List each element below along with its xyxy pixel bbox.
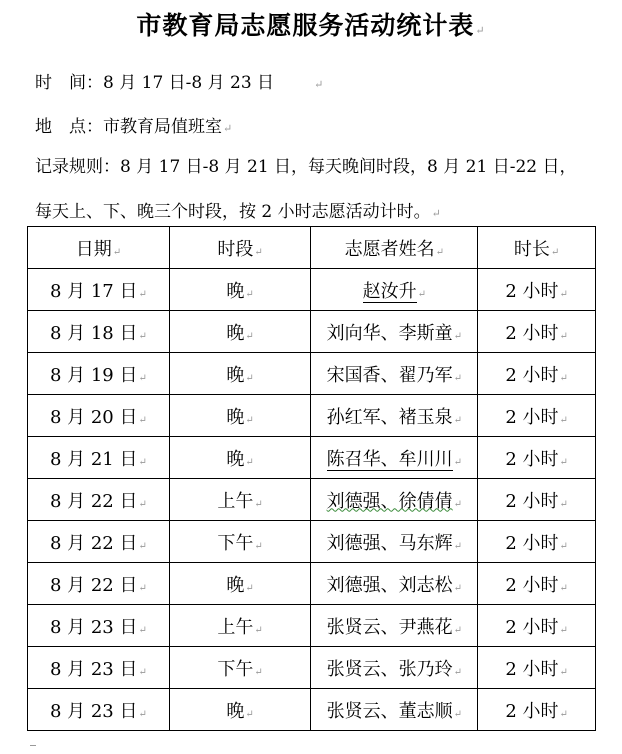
- cell-duration-text: 2 小时: [505, 700, 559, 722]
- header-date: 日期↵: [28, 227, 170, 269]
- cell-mark-icon: ↵: [453, 708, 462, 720]
- cell-duration: [478, 479, 596, 521]
- cell-mark-icon: ↵: [559, 624, 568, 636]
- paragraph-mark-icon: ↵: [314, 78, 324, 91]
- cell-duration-text: 2 小时: [505, 280, 559, 302]
- cell-date-text: 8 月 20 日: [49, 406, 138, 428]
- cell-mark-icon: ↵: [245, 330, 254, 342]
- cell-mark-icon: ↵: [112, 246, 122, 258]
- cell-period-text: 晚: [226, 700, 245, 722]
- cell-mark-icon: ↵: [245, 414, 254, 426]
- cell-mark-icon: ↵: [138, 330, 147, 342]
- cell-names: [311, 437, 478, 479]
- place-label: 地 点：: [35, 117, 103, 137]
- cell-duration: [478, 689, 596, 731]
- cell-mark-icon: ↵: [138, 666, 147, 678]
- cell-names-text: 陈召华、牟川川: [326, 448, 453, 470]
- table-row: [28, 353, 596, 395]
- cell-names-text: 刘德强、刘志松: [326, 574, 453, 596]
- cell-duration-text: 2 小时: [505, 616, 559, 638]
- cell-mark-icon: ↵: [559, 414, 568, 426]
- cell-names: [311, 689, 478, 731]
- cell-names-text: 张贤云、尹燕花: [326, 616, 453, 638]
- cell-mark-icon: ↵: [559, 372, 568, 384]
- cell-date: [28, 689, 170, 731]
- cell-duration-text: 2 小时: [505, 322, 559, 344]
- cell-period: [169, 689, 311, 731]
- cell-names-text: 宋国香、翟乃军: [326, 364, 453, 386]
- cell-date: [28, 269, 170, 311]
- cell-names: [311, 647, 478, 689]
- cell-duration: [478, 605, 596, 647]
- cell-period: [169, 605, 311, 647]
- cell-period-text: 下午: [217, 532, 254, 554]
- cell-period-text: 下午: [217, 658, 254, 680]
- place-line: [35, 112, 232, 137]
- title-text: 市教育局志愿服务活动统计表: [136, 11, 475, 40]
- cell-period-text: 上午: [217, 616, 254, 638]
- header-names: 志愿者姓名↵: [311, 227, 478, 269]
- cell-mark-icon: ↵: [254, 246, 263, 258]
- cell-mark-icon: ↵: [453, 498, 462, 510]
- table-row: [28, 605, 596, 647]
- page-title: [0, 6, 622, 42]
- cell-mark-icon: ↵: [453, 582, 462, 594]
- cell-mark-icon: ↵: [453, 372, 462, 384]
- table-row: [28, 479, 596, 521]
- cell-duration: [478, 311, 596, 353]
- cell-mark-icon: ↵: [559, 708, 568, 720]
- cell-period: [169, 311, 311, 353]
- cell-duration-text: 2 小时: [505, 532, 559, 554]
- cell-date: [28, 479, 170, 521]
- cell-duration: [478, 563, 596, 605]
- cell-duration: [478, 269, 596, 311]
- cell-mark-icon: ↵: [254, 498, 263, 510]
- cell-period-text: 晚: [226, 406, 245, 428]
- cell-date: [28, 521, 170, 563]
- table-header-row: [28, 227, 596, 269]
- cell-period-text: 上午: [217, 490, 254, 512]
- cell-date-text: 8 月 22 日: [49, 490, 138, 512]
- time-value: 8 月 17 日-8 月 23 日: [103, 73, 275, 93]
- cell-mark-icon: ↵: [138, 582, 147, 594]
- cell-period-text: 晚: [226, 364, 245, 386]
- cell-period: [169, 521, 311, 563]
- table-body: [28, 269, 596, 731]
- cell-date: [28, 605, 170, 647]
- place-value: 市教育局值班室: [103, 117, 222, 137]
- cell-names: [311, 605, 478, 647]
- time-line: [35, 68, 323, 93]
- cell-names: [311, 311, 478, 353]
- rule-line-2: [35, 197, 441, 222]
- cell-mark-icon: ↵: [559, 330, 568, 342]
- cell-names: [311, 395, 478, 437]
- cell-date-text: 8 月 22 日: [49, 532, 138, 554]
- cell-mark-icon: ↵: [559, 666, 568, 678]
- cell-date-text: 8 月 19 日: [49, 364, 138, 386]
- cell-period-text: 晚: [226, 322, 245, 344]
- cell-mark-icon: ↵: [245, 582, 254, 594]
- cell-mark-icon: ↵: [138, 372, 147, 384]
- cell-mark-icon: ↵: [453, 540, 462, 552]
- corner-mark: [30, 745, 36, 746]
- cell-names: [311, 563, 478, 605]
- cell-date-text: 8 月 23 日: [49, 700, 138, 722]
- cell-period: [169, 353, 311, 395]
- cell-duration: [478, 395, 596, 437]
- cell-duration: [478, 521, 596, 563]
- cell-period: [169, 437, 311, 479]
- cell-duration-text: 2 小时: [505, 574, 559, 596]
- cell-mark-icon: ↵: [453, 414, 462, 426]
- paragraph-mark-icon: ↵: [475, 24, 486, 37]
- cell-mark-icon: ↵: [550, 246, 560, 258]
- cell-mark-icon: ↵: [254, 666, 263, 678]
- cell-period-text: 晚: [226, 574, 245, 596]
- header-duration: 时长↵: [478, 227, 596, 269]
- cell-names: [311, 269, 478, 311]
- header-period: 时段↵: [169, 227, 311, 269]
- cell-names: [311, 353, 478, 395]
- cell-mark-icon: ↵: [559, 498, 568, 510]
- cell-mark-icon: ↵: [138, 498, 147, 510]
- cell-date: [28, 311, 170, 353]
- volunteer-table: [27, 226, 596, 731]
- cell-mark-icon: ↵: [559, 582, 568, 594]
- cell-mark-icon: ↵: [453, 456, 462, 468]
- cell-date: [28, 395, 170, 437]
- cell-mark-icon: ↵: [138, 288, 147, 300]
- cell-mark-icon: ↵: [138, 708, 147, 720]
- table-row: [28, 269, 596, 311]
- cell-names-text: 赵汝升: [362, 280, 417, 302]
- cell-period: [169, 269, 311, 311]
- cell-date: [28, 647, 170, 689]
- cell-date-text: 8 月 21 日: [49, 448, 138, 470]
- cell-mark-icon: ↵: [245, 288, 254, 300]
- cell-mark-icon: ↵: [559, 540, 568, 552]
- cell-date: [28, 563, 170, 605]
- cell-mark-icon: ↵: [138, 456, 147, 468]
- cell-date-text: 8 月 22 日: [49, 574, 138, 596]
- cell-duration: [478, 437, 596, 479]
- cell-duration-text: 2 小时: [505, 406, 559, 428]
- table-row: [28, 521, 596, 563]
- rule-text-2: 每天上、下、晚三个时段，按 2 小时志愿活动计时。: [35, 202, 431, 222]
- cell-names-text: 刘德强、徐倩倩: [326, 490, 453, 512]
- cell-date-text: 8 月 17 日: [49, 280, 138, 302]
- cell-period: [169, 563, 311, 605]
- cell-mark-icon: ↵: [417, 288, 426, 300]
- paragraph-mark-icon: ↵: [431, 207, 441, 220]
- paragraph-mark-icon: ↵: [223, 122, 233, 135]
- cell-mark-icon: ↵: [559, 288, 568, 300]
- cell-date: [28, 353, 170, 395]
- cell-mark-icon: ↵: [254, 624, 263, 636]
- table-row: [28, 563, 596, 605]
- cell-date-text: 8 月 23 日: [49, 616, 138, 638]
- cell-mark-icon: ↵: [245, 456, 254, 468]
- table-row: [28, 395, 596, 437]
- cell-names-text: 刘向华、李斯童: [326, 322, 453, 344]
- cell-period: [169, 395, 311, 437]
- table-row: [28, 437, 596, 479]
- cell-duration: [478, 353, 596, 395]
- cell-period: [169, 647, 311, 689]
- cell-names-text: 孙红军、褚玉泉: [326, 406, 453, 428]
- cell-names-text: 张贤云、张乃玲: [326, 658, 453, 680]
- cell-names: [311, 521, 478, 563]
- cell-date: [28, 437, 170, 479]
- cell-duration-text: 2 小时: [505, 364, 559, 386]
- cell-mark-icon: ↵: [138, 540, 147, 552]
- cell-names-text: 张贤云、董志顺: [326, 700, 453, 722]
- cell-period-text: 晚: [226, 280, 245, 302]
- cell-mark-icon: ↵: [453, 330, 462, 342]
- cell-mark-icon: ↵: [453, 666, 462, 678]
- cell-duration-text: 2 小时: [505, 490, 559, 512]
- cell-mark-icon: ↵: [138, 414, 147, 426]
- rule-text-1: 记录规则：8 月 17 日-8 月 21 日，每天晚间时段，8 月 21 日-22 日，: [35, 157, 577, 177]
- cell-period-text: 晚: [226, 448, 245, 470]
- cell-duration-text: 2 小时: [505, 448, 559, 470]
- cell-mark-icon: ↵: [559, 456, 568, 468]
- rule-line-1: [35, 152, 577, 177]
- cell-mark-icon: ↵: [245, 372, 254, 384]
- cell-duration-text: 2 小时: [505, 658, 559, 680]
- cell-mark-icon: ↵: [254, 540, 263, 552]
- table-row: [28, 689, 596, 731]
- cell-duration: [478, 647, 596, 689]
- cell-mark-icon: ↵: [453, 624, 462, 636]
- time-label: 时 间：: [35, 73, 103, 93]
- cell-mark-icon: ↵: [138, 624, 147, 636]
- cell-names: [311, 479, 478, 521]
- cell-mark-icon: ↵: [435, 246, 444, 258]
- cell-period: [169, 479, 311, 521]
- cell-date-text: 8 月 23 日: [49, 658, 138, 680]
- cell-date-text: 8 月 18 日: [49, 322, 138, 344]
- cell-names-text: 刘德强、马东辉: [326, 532, 453, 554]
- table-row: [28, 647, 596, 689]
- cell-mark-icon: ↵: [245, 708, 254, 720]
- table-row: [28, 311, 596, 353]
